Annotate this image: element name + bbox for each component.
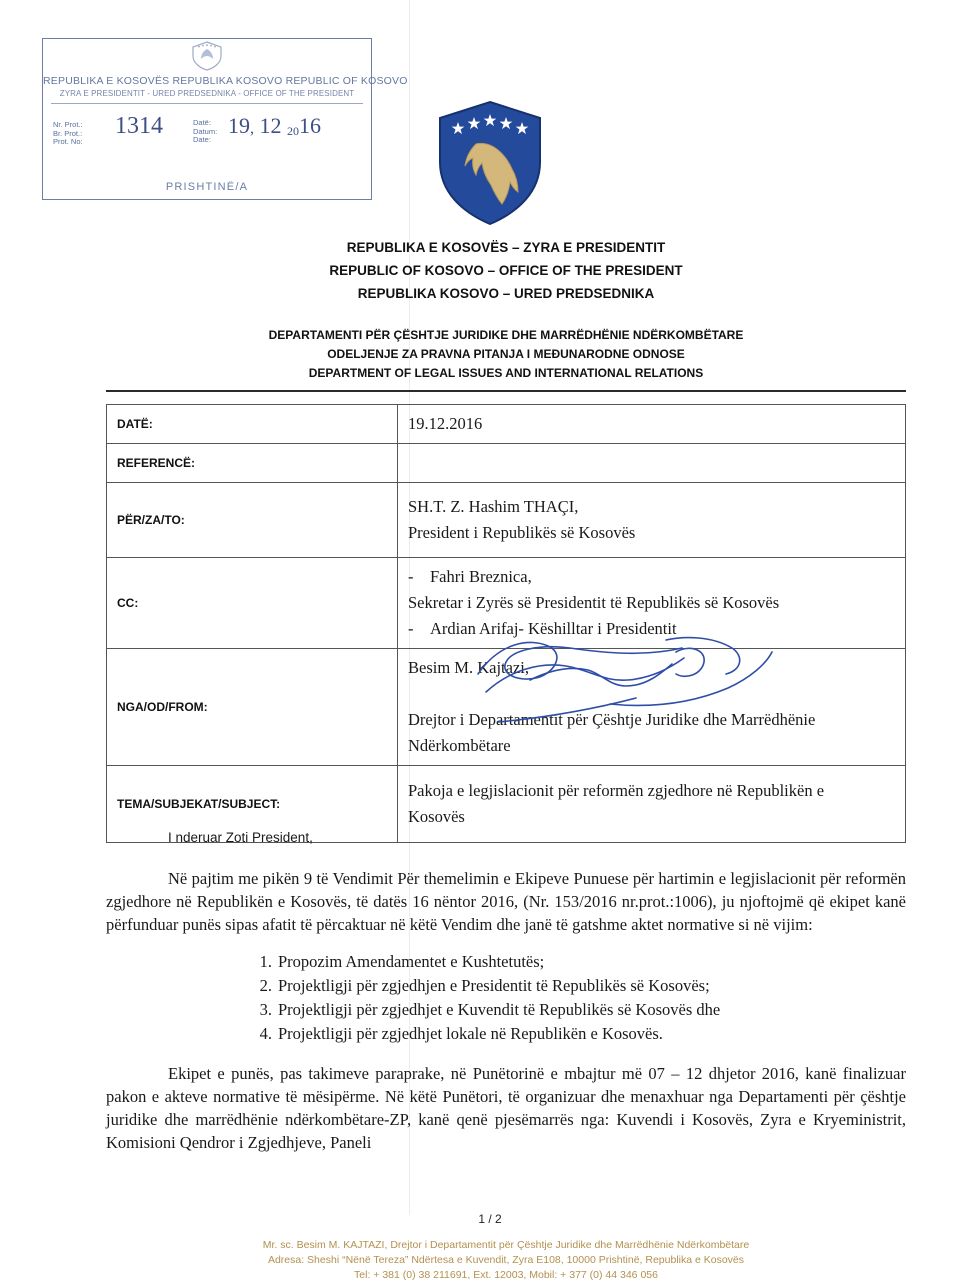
header-titles	[106, 236, 906, 305]
kosovo-coat-of-arms-icon	[436, 100, 544, 226]
normative-acts-list	[106, 950, 906, 1046]
stamp-emblem-icon	[190, 41, 224, 71]
table-row	[107, 649, 906, 766]
to-label: PËR/ZA/TO:	[107, 483, 398, 558]
header-title-sq: REPUBLIKA E KOSOVËS – ZYRA E PRESIDENTIT	[346, 240, 666, 255]
stamp-divider	[51, 103, 363, 104]
stamp-office-line: ZYRA E PRESIDENTIT - URED PREDSEDNIKA - OFFICE OF THE PRESIDENT	[59, 89, 355, 98]
stamp-republic-line: REPUBLIKA E KOSOVËS REPUBLIKA KOSOVO REPUBLIC OF KOSOVO	[43, 75, 408, 87]
list-item-text: Projektligji për zgjedhjen e Presidentit të Republikës së Kosovës;	[278, 976, 710, 995]
footer-line-1: Mr. sc. Besim M. KAJTAZI, Drejtor i Departamentit për Çështje Juridike dhe Marrëdhënie Ndërkombëtare	[262, 1239, 750, 1251]
subject-label: TEMA/SUBJEKAT/SUBJECT:	[107, 766, 398, 843]
list-item-number: 4.	[259, 1024, 272, 1043]
list-item-text: Projektligji për zgjedhjet e Kuvendit të Republikës së Kosovës dhe	[278, 1000, 721, 1019]
subject-line-1: Pakoja e legjislacionit për reformën zgjedhore në Republikën e	[408, 781, 825, 800]
header-title-en: REPUBLIC OF KOSOVO – OFFICE OF THE PRESIDENT	[329, 263, 683, 278]
list-item-number: 1.	[259, 952, 272, 971]
from-line-2: Drejtor i Departamentit për Çështje Juridike dhe Marrëdhënie	[408, 710, 816, 729]
cc-line-2: Sekretar i Zyrës së Presidentit të Republikës së Kosovës	[408, 593, 780, 612]
reference-label: REFERENCË:	[107, 444, 398, 483]
stamp-date-day: 19	[228, 113, 250, 138]
from-signature-space	[408, 681, 895, 707]
header-subtitle-en: DEPARTMENT OF LEGAL ISSUES AND INTERNATIONAL RELATIONS	[308, 366, 704, 380]
stamp-date-month: 12	[259, 113, 282, 138]
header-subtitle-sq: DEPARTAMENTI PËR ÇËSHTJE JURIDIKE DHE MARRËDHËNIE NDËRKOMBËTARE	[268, 328, 744, 342]
stamp-date-year-prefix: 20	[287, 124, 299, 138]
subject-line-2: Kosovës	[408, 807, 465, 826]
table-row	[107, 558, 906, 649]
dash-bullet-icon: -	[408, 619, 414, 638]
footer-line-3: Tel: + 381 (0) 38 211691, Ext. 12003, Mobil: + 377 (0) 44 346 056	[354, 1269, 658, 1281]
list-item	[259, 998, 906, 1022]
date-label: DATË:	[107, 405, 398, 444]
paragraph-2: Ekipet e punës, pas takimeve paraprake, në Punëtorinë e mbajtur më 07 – 12 dhjetor 2016, kanë finalizuar pakon e akteve normative të mësipërme. Në këtë Punëtori, të organizuar dhe menaxhuar nga Departamenti për çështje juridike dhe marrëdhënie ndërkombëtare-ZP, kanë qenë pjesëmarrës nga: Kuvendi i Kosovës, Zyra e Kryeministrit, Komisioni Qendror i Zgjedhjeve, Paneli	[106, 1064, 906, 1152]
stamp-protocol-number: 1314	[115, 113, 163, 139]
list-item-number: 3.	[259, 1000, 272, 1019]
from-line-3: Ndërkombëtare	[408, 736, 511, 755]
date-value: 19.12.2016	[398, 405, 906, 444]
table-row	[107, 444, 906, 483]
cc-item-1-text: Fahri Breznica,	[430, 567, 532, 586]
table-row	[107, 405, 906, 444]
paragraph-1: Në pajtim me pikën 9 të Vendimit Për themelimin e Ekipeve Punuese për hartimin e legjislacionit për reformën zgjedhore në Republikën e Kosovës, të datës 16 nëntor 2016, (Nr. 153/2016 nr.prot.:1006), ju njoftojmë që ekipet kanë përfunduar punës sipas afatit të përcaktuar në këtë Vendim dhe janë të gatshme aktet normative si në vijim:	[106, 869, 906, 934]
stamp-protocol-label: Nr. Prot.: Br. Prot.: Prot. No:	[53, 120, 83, 147]
list-item-text: Projektligji për zgjedhjet lokale në Republikën e Kosovës.	[278, 1024, 663, 1043]
list-item	[259, 950, 906, 974]
from-label: NGA/OD/FROM:	[107, 649, 398, 766]
document-info-table	[106, 404, 906, 843]
from-line-1: Besim M. Kajtazi,	[408, 658, 529, 677]
stamp-date-label: Datë: Datum: Date:	[193, 118, 218, 145]
page-number: 1 / 2	[478, 1212, 502, 1226]
header-subtitles	[106, 326, 906, 383]
list-item	[259, 1022, 906, 1046]
reference-value	[398, 444, 906, 483]
letter-body	[106, 826, 906, 1168]
document-footer	[106, 1238, 906, 1283]
table-row	[107, 483, 906, 558]
footer-line-2: Adresa: Sheshi “Nënë Tereza” Ndërtesa e Kuvendit, Zyra E108, 10000 Prishtinë, Republika e Kosovës	[267, 1254, 745, 1266]
header-title-sr: REPUBLIKA KOSOVO – URED PREDSEDNIKA	[357, 286, 655, 301]
cc-value	[398, 558, 906, 649]
list-item-number: 2.	[259, 976, 272, 995]
salutation: I nderuar Zoti President,	[168, 830, 313, 845]
cc-label: CC:	[107, 558, 398, 649]
to-line-2: President i Republikës së Kosovës	[408, 523, 636, 542]
to-value	[398, 483, 906, 558]
stamp-date-year: 16	[299, 113, 321, 138]
to-line-1: SH.T. Z. Hashim THAÇI,	[408, 497, 579, 516]
protocol-stamp	[42, 38, 408, 200]
stamp-date-value: 19, 12 2016	[228, 113, 321, 138]
header-subtitle-sr: ODELJENJE ZA PRAVNA PITANJA I MEĐUNARODNE ODNOSE	[327, 347, 685, 361]
cc-item-3-text: Ardian Arifaj- Këshilltar i Presidentit	[430, 619, 677, 638]
from-value	[398, 649, 906, 766]
stamp-city: PRISHTINË/A	[165, 181, 249, 193]
list-item-text: Propozim Amendamentet e Kushtetutës;	[278, 952, 545, 971]
stamp-fields	[53, 115, 361, 171]
dash-bullet-icon: -	[408, 567, 414, 586]
list-item	[259, 974, 906, 998]
cc-item-1	[408, 564, 895, 590]
header-divider	[106, 390, 906, 392]
cc-item-3	[408, 616, 895, 642]
